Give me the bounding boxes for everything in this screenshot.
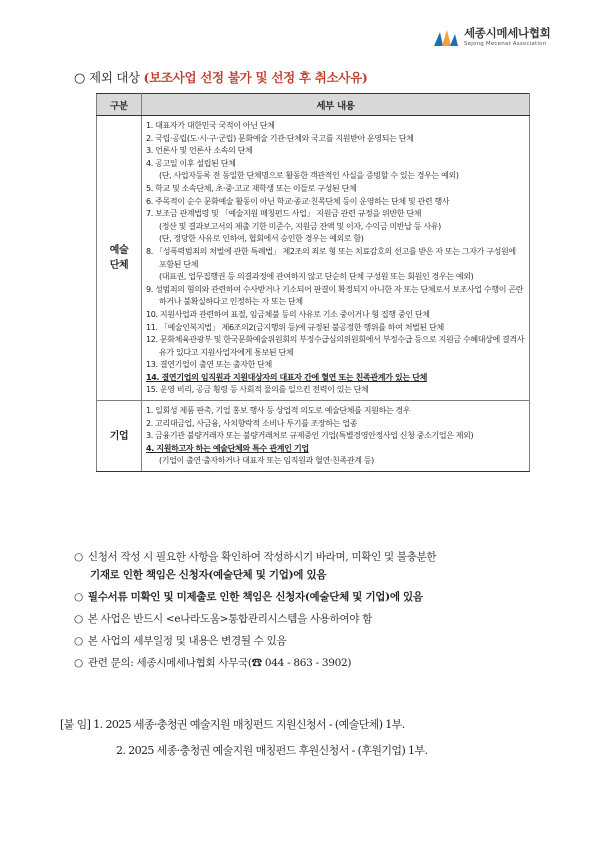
bullet-circle: ○ <box>74 657 83 669</box>
list-item: 9. 성범죄의 혐의와 관련하여 수사받거나 기소되어 판결이 확정되지 아니한 자 또는 단체로서 보조사업 수행이 곤란하거나 불확실하다고 인정하는 자 또는 단체 <box>146 284 524 307</box>
note-item <box>74 632 554 650</box>
note-text: 필수서류 미확인 및 미제출로 인한 책임은 신청자(예술단체 및 기업)에 있음 <box>87 591 423 603</box>
company-items <box>142 401 530 472</box>
list-item: 4. 지원하고자 하는 예술단체와 특수 관계인 기업 <box>146 443 309 453</box>
category-companies: 기업 <box>97 401 142 472</box>
list-item: (단, 사업자등록 전 동일한 단체명으로 활동한 객관적인 사실을 증빙할 수 있는 경우는 예외) <box>159 171 459 181</box>
list-item: 10. 지원사업과 관련하여 표절, 임금체불 등의 사유로 기소 중이거나 형 집행 중인 단체 <box>146 309 430 319</box>
list-item: 2. 국립·공립(도·시·구·군립) 문화예술 기관·단체와 국고를 지원받아 운영되는 단체 <box>146 133 414 143</box>
table-row-art-groups <box>97 116 530 401</box>
list-item: 3. 금융기관 불량거래자 또는 불량거래처로 규제중인 기업(특별경영안정사업 신청 중소기업은 제외) <box>146 431 474 441</box>
list-item: 11. 「예술인복지법」 제6조의2(금지행위 등)에 규정된 불공정한 행위를 하여 처벌된 단체 <box>146 322 444 332</box>
note-text-continued: 기재로 인한 책임은 신청자(예술단체 및 기업)에 있음 <box>90 569 327 581</box>
association-logo <box>432 28 550 48</box>
mecenat-logo-icon <box>432 28 460 48</box>
attachment-item: 2. 2025 세종·충청권 예술지원 매칭펀드 후원신청서 - (후원기업) 1부. <box>116 744 428 757</box>
logo-name-kr: 세종시메세나협회 <box>464 26 551 40</box>
bullet-circle: ○ <box>74 551 83 563</box>
list-item: (대표권, 업무집행권 등 의결과정에 관여하지 않고 단순히 단체 구성원 또는 회원인 경우는 예외) <box>159 272 474 282</box>
list-item: 5. 학교 및 소속단체, 초·중·고교 재학생 또는 이들로 구성된 단체 <box>146 183 357 193</box>
attachment-row <box>60 712 427 738</box>
art-group-items <box>142 116 530 401</box>
note-text: 본 사업의 세부일정 및 내용은 변경될 수 있음 <box>87 635 287 647</box>
note-item <box>74 548 554 584</box>
header-category: 구분 <box>97 94 142 116</box>
list-item: 4. 공고일 이후 설립된 단체 <box>146 158 236 168</box>
bullet-circle: ○ <box>74 613 83 625</box>
bullet-circle: ○ <box>74 71 86 86</box>
header-details: 세부 내용 <box>142 94 530 116</box>
list-item: 1. 일회성 제품 판촉, 기업 홍보 행사 등 상업적 의도로 예술단체를 지원하는 경우 <box>146 406 411 416</box>
bullet-circle: ○ <box>74 635 83 647</box>
list-item: 3. 언론사 및 언론사 소속의 단체 <box>146 146 253 156</box>
note-item <box>74 610 554 628</box>
heading-highlight: (보조사업 선정 불가 및 선정 후 취소사유) <box>143 70 368 85</box>
list-item: (단, 정당한 사유로 인하여, 협회에서 승인한 경우는 예외로 함) <box>159 234 364 244</box>
attachment-item: 1. 2025 세종·충청권 예술지원 매칭펀드 지원신청서 - (예술단체) 1부. <box>93 718 405 731</box>
attachment-label: [붙 임] <box>60 718 91 731</box>
list-item: 14. 결연기업의 임직원과 지원대상자의 대표자 간에 혈연 또는 친족관계가 있는 단체 <box>146 372 427 382</box>
attachments <box>60 712 427 764</box>
note-item <box>74 654 554 672</box>
list-item: 2. 고리대금업, 사금융, 사치향락적 소비나 투기를 조장하는 업종 <box>146 418 358 428</box>
note-text: 신청서 작성 시 필요한 사항을 확인하여 작성하시기 바라며, 미확인 및 불충분한 <box>87 551 437 563</box>
note-text: 관련 문의: 세종시메세나협회 사무국(☎ 044 - 863 - 3902) <box>87 657 352 669</box>
note-text: 본 사업은 반드시 <e나라도움>통합관리시스템을 사용하여야 함 <box>87 613 373 625</box>
table-row-companies <box>97 401 530 472</box>
list-item: 6. 주목적이 순수 문화예술 활동이 아닌 학교·종교·친목단체 등이 운영하는 단체 및 관련 행사 <box>146 196 450 206</box>
logo-name-en: Sejong Mecenat Association <box>464 40 547 47</box>
note-item <box>74 588 554 606</box>
exclusion-heading <box>74 68 367 86</box>
notes-list <box>74 548 554 676</box>
category-art-groups: 예술 단체 <box>97 116 142 401</box>
list-item: 15. 운영 비리, 공금 횡령 등 사회적 물의를 일으킨 전력이 있는 단체 <box>146 385 369 395</box>
attachment-row <box>60 738 427 764</box>
list-item: 12. 문화체육관광부 및 한국문화예술위원회의 부정수급심의위원회에서 부정수급 등으로 지원금 수혜대상에 결격사유가 있다고 지원사업자에게 통보된 단체 <box>146 335 525 357</box>
list-item: 8. 「성폭력범죄의 처벌에 관한 특례법」 제2조의 죄로 형 또는 치료감호의 선고를 받은 자 또는 그자가 구성원에 포함된 단체 <box>146 246 516 269</box>
list-item: (기업이 출연·출자하거나 대표자 또는 임직원과 혈연·친족관계 등) <box>159 456 374 466</box>
heading-prefix: 제외 대상 <box>89 70 140 85</box>
list-item: 7. 보조금 관계법령 및 「예술지원 매칭펀드 사업」 지원금 관련 규정을 위반한 단체 <box>146 209 422 219</box>
bullet-circle: ○ <box>74 591 83 603</box>
exclusion-table <box>96 93 530 472</box>
list-item: 1. 대표자가 대한민국 국적이 아닌 단체 <box>146 121 275 130</box>
list-item: 13. 결연기업이 출연 또는 출자한 단체 <box>146 360 272 370</box>
list-item: (정산 및 결과보고서의 제출 기한 미준수, 지원금 잔액 및 이자, 수익금 미반납 등 사유) <box>159 221 441 231</box>
